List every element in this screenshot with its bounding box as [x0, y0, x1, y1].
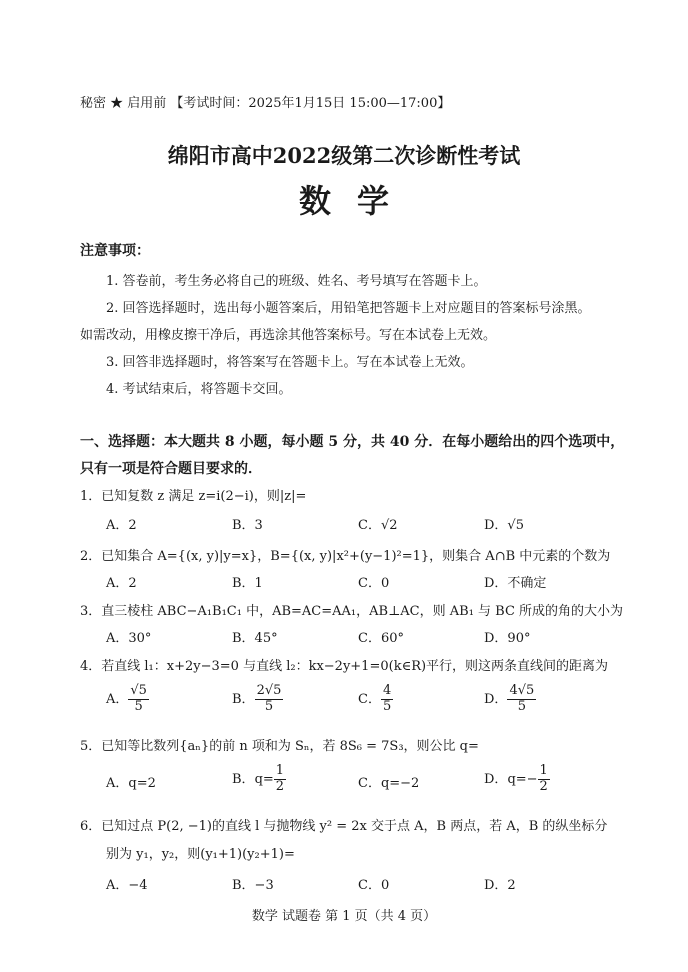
option-label: A．	[106, 776, 129, 791]
option-d	[484, 684, 536, 715]
option-c	[358, 684, 393, 715]
denominator: 5	[382, 698, 392, 714]
notice-item: 1. 答卷前，考生务必将自己的班级、姓名、考号填写在答题卡上。	[106, 274, 487, 289]
denominator: 2	[275, 778, 285, 794]
question-stem: 3．直三棱柱 ABC−A₁B₁C₁ 中，AB=AC=AA₁，AB⊥AC，则 AB₁ 与 BC 所成的角的大小为	[80, 604, 624, 619]
denominator: 5	[517, 698, 526, 714]
option-label: C．	[358, 691, 381, 707]
question-stem: 5．已知等比数列{aₙ}的前 n 项和为 Sₙ，若 8S₆ = 7S₃，则公比 q=	[80, 739, 479, 754]
fraction	[507, 684, 536, 715]
option-c: C．0	[358, 576, 390, 591]
numerator: √5	[130, 683, 147, 698]
option-label: D．	[484, 771, 508, 787]
option-a: A．30°	[106, 631, 152, 646]
option-d: D．90°	[484, 631, 531, 646]
fraction	[128, 684, 149, 715]
option-text: q=2	[128, 776, 156, 791]
numerator: 1	[539, 763, 548, 778]
option-a	[106, 772, 156, 791]
option-label: C．	[358, 776, 381, 791]
option-label: B．	[232, 771, 255, 787]
page-footer: 数学 试题卷 第 1 页（共 4 页）	[251, 909, 437, 924]
option-d: D．2	[484, 878, 516, 893]
exam-title: 绵阳市高中2022级第二次诊断性考试	[167, 143, 521, 168]
denominator: 2	[539, 778, 548, 794]
question-stem: 4．若直线 l₁：x+2y−3=0 与直线 l₂：kx−2y+1=0(k∈R)平行，则这两条直线间的距离为	[80, 659, 609, 674]
numerator: 2√5	[256, 683, 282, 698]
fraction	[381, 684, 393, 715]
notice-item: 2. 回答选择题时，选出每小题答案后，用铅笔把答题卡上对应题目的答案标号涂黑。	[106, 301, 591, 316]
confidential-header: 秘密 ★ 启用前 【考试时间：2025年1月15日 15:00—17:00】	[80, 96, 451, 111]
option-b: B．3	[232, 518, 263, 533]
section-heading-cont: 只有一项是符合题目要求的．	[80, 461, 262, 477]
question-stem: 6．已知过点 P(2, −1)的直线 l 与抛物线 y² = 2x 交于点 A，B 两点，若 A，B 的纵坐标分	[80, 819, 608, 834]
numerator: 4	[382, 683, 392, 698]
option-b	[232, 764, 286, 795]
option-c: C．60°	[358, 631, 404, 646]
option-d: D．不确定	[484, 576, 547, 591]
notice-item: 4. 考试结束后，将答题卡交回。	[106, 382, 292, 397]
fraction	[255, 684, 284, 715]
option-label: A．	[106, 691, 129, 707]
notice-item: 3. 回答非选择题时，将答案写在答题卡上。写在本试卷上无效。	[106, 355, 474, 370]
numerator: 1	[275, 763, 285, 778]
fraction	[274, 764, 286, 795]
option-prefix: q=	[254, 771, 274, 787]
option-b	[232, 684, 283, 715]
notice-heading: 注意事项：	[80, 243, 150, 259]
option-prefix: q=−	[507, 771, 538, 787]
option-b: B．1	[232, 576, 263, 591]
option-c: C．√2	[358, 518, 398, 533]
option-d: D．√5	[484, 518, 524, 533]
question-stem: 2．已知集合 A={(x, y)|y=x}，B={(x, y)|x²+(y−1)²=1}，则集合 A∩B 中元素的个数为	[80, 549, 611, 564]
option-label: B．	[232, 691, 255, 707]
option-a: A．−4	[106, 878, 148, 893]
denominator: 5	[134, 698, 143, 714]
option-a: A．2	[106, 518, 137, 533]
option-a	[106, 684, 149, 715]
section-heading: 一、选择题：本大题共 8 小题，每小题 5 分，共 40 分．在每小题给出的四个选项中，	[80, 434, 625, 450]
denominator: 5	[264, 698, 274, 714]
option-text: q=−2	[380, 776, 420, 791]
option-b: B．−3	[232, 878, 274, 893]
question-stem: 1．已知复数 z 满足 z=i(2−i)，则|z|=	[80, 489, 307, 504]
option-c: C．0	[358, 878, 390, 893]
option-c	[358, 772, 419, 791]
fraction	[538, 764, 550, 795]
notice-item: 如需改动，用橡皮擦干净后，再选涂其他答案标号。写在本试卷上无效。	[80, 328, 497, 343]
option-label: D．	[484, 691, 508, 707]
option-b: B．45°	[232, 631, 278, 646]
numerator: 4√5	[509, 683, 535, 698]
option-d	[484, 764, 550, 795]
question-stem-cont: 别为 y₁，y₂，则(y₁+1)(y₂+1)=	[106, 847, 295, 862]
subject-title: 数学	[298, 182, 415, 220]
option-a: A．2	[106, 576, 137, 591]
